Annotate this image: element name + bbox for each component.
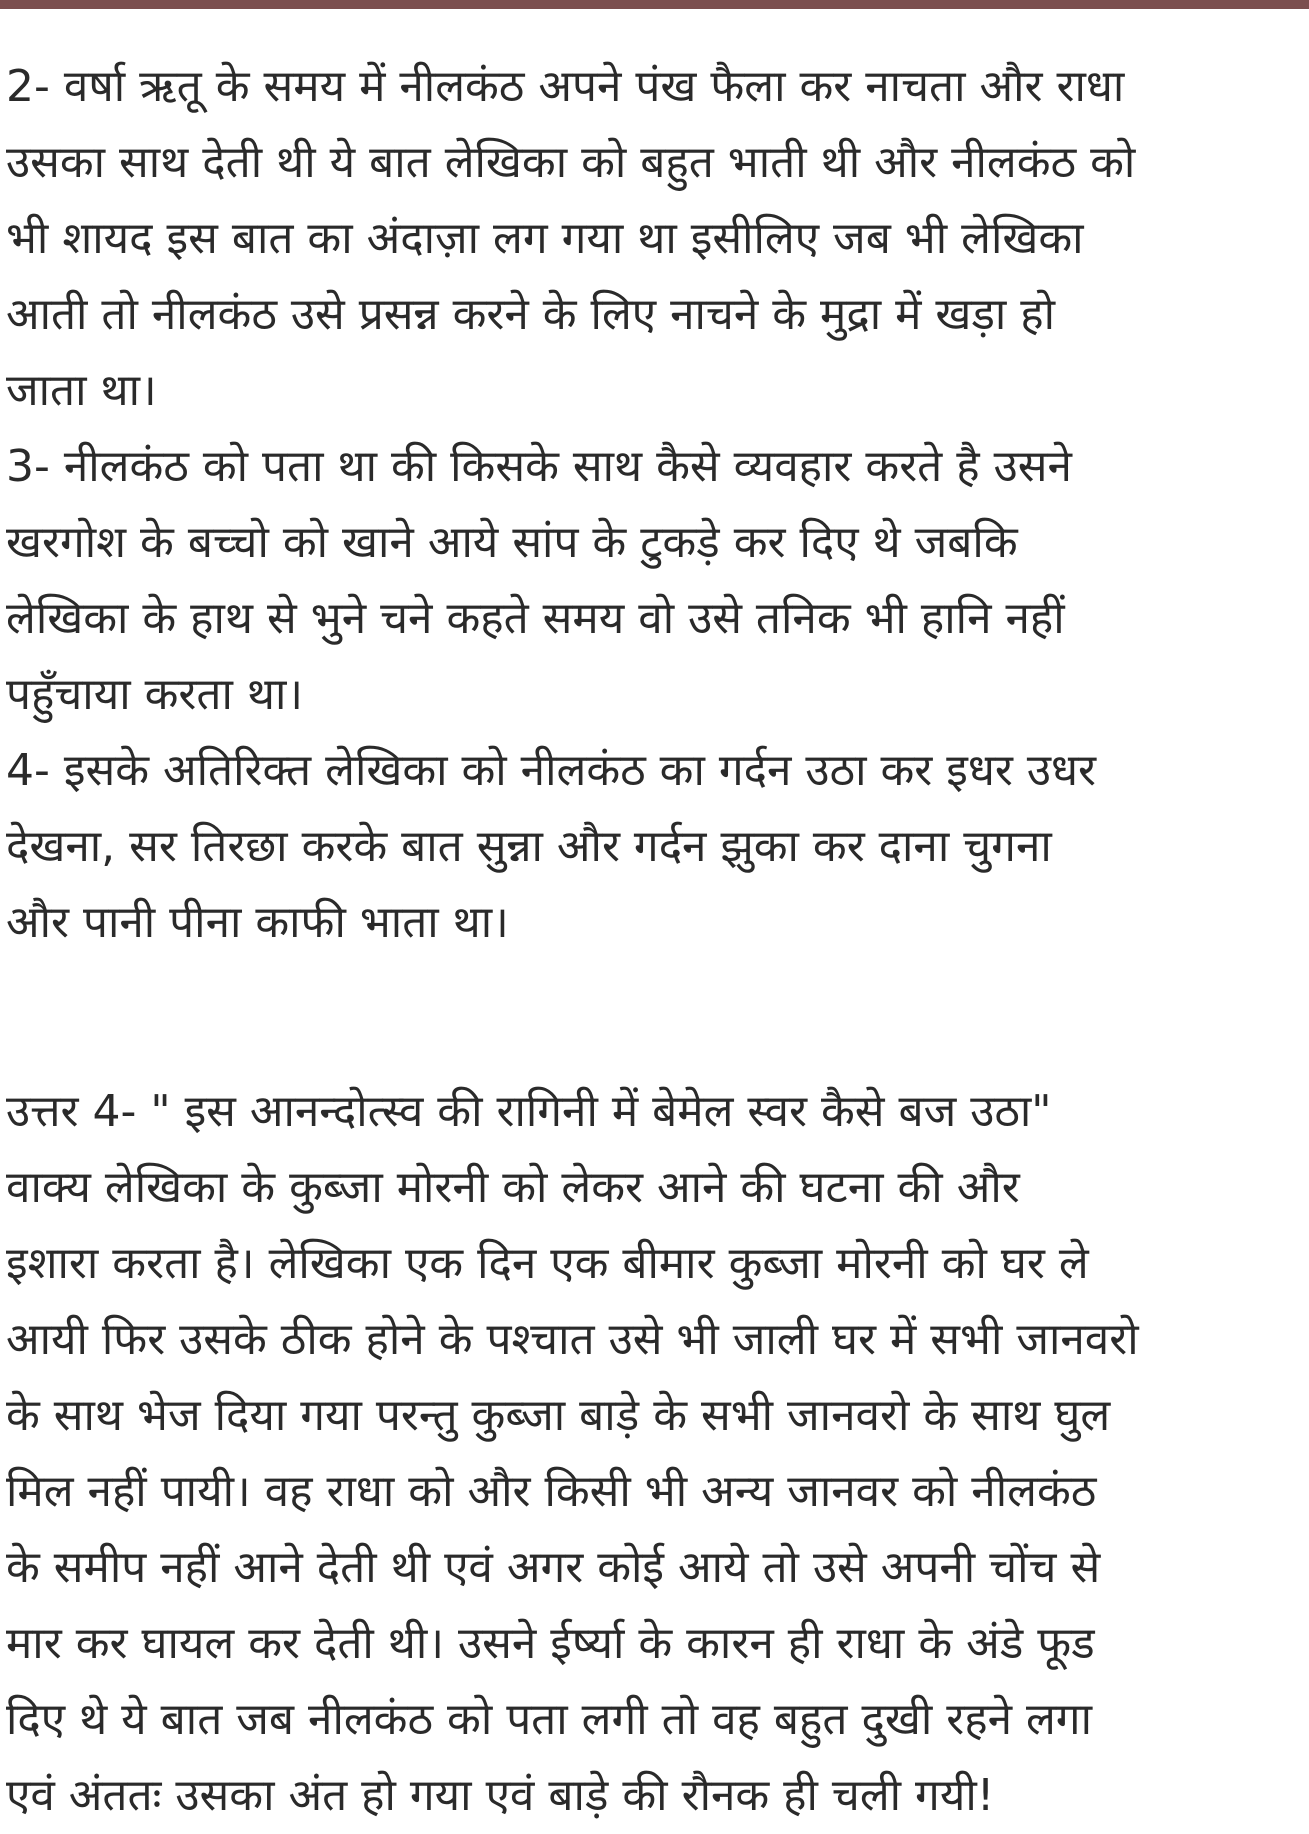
text-line: और पानी पीना काफी भाता था।: [6, 897, 509, 948]
text-line: 2- वर्षा ऋतू के समय में नीलकंठ अपने पंख फैला कर नाचता और राधा: [6, 61, 1125, 112]
text-line: 4- इसके अतिरिक्त लेखिका को नीलकंठ का गर्दन उठा कर इधर उधर: [6, 745, 1097, 796]
text-line: आती तो नीलकंठ उसे प्रसन्न करने के लिए नाचने के मुद्रा में खड़ा हो: [6, 289, 1056, 340]
text-line: जाता था।: [6, 365, 157, 416]
text-line: भी शायद इस बात का अंदाज़ा लग गया था इसीलिए जब भी लेखिका: [6, 213, 1084, 264]
answer-points-section: [6, 49, 1135, 961]
text-line: के साथ भेज दिया गया परन्तु कुब्जा बाड़े के सभी जानवरो के साथ घुल: [6, 1390, 1111, 1441]
text-line: उत्तर 4- " इस आनन्दोत्स्व की रागिनी में बेमेल स्वर कैसे बज उठा": [6, 1086, 1052, 1137]
answer-4-section: [6, 1074, 1139, 1834]
text-line: इशारा करता है। लेखिका एक दिन एक बीमार कुब्जा मोरनी को घर ले: [6, 1238, 1089, 1289]
text-line: मिल नहीं पायी। वह राधा को और किसी भी अन्य जानवर को नीलकंठ: [6, 1466, 1097, 1517]
text-line: देखना, सर तिरछा करके बात सुन्ना और गर्दन झुका कर दाना चुगना: [6, 821, 1052, 872]
text-line: एवं अंततः उसका अंत हो गया एवं बाड़े की रौनक ही चली गयी!: [6, 1770, 995, 1821]
text-line: उसका साथ देती थी ये बात लेखिका को बहुत भाती थी और नीलकंठ को: [6, 137, 1136, 188]
text-line: दिए थे ये बात जब नीलकंठ को पता लगी तो वह बहुत दुखी रहने लगा: [6, 1694, 1092, 1745]
text-line: के समीप नहीं आने देती थी एवं अगर कोई आये तो उसे अपनी चोंच से: [6, 1542, 1101, 1593]
text-line: मार कर घायल कर देती थी। उसने ईर्ष्या के कारन ही राधा के अंडे फूड: [6, 1618, 1095, 1669]
text-line: खरगोश के बच्चो को खाने आये सांप के टुकड़े कर दिए थे जबकि: [6, 517, 1018, 568]
text-line: पहुँचाया करता था।: [6, 669, 304, 720]
text-line: 3- नीलकंठ को पता था की किसके साथ कैसे व्यवहार करते है उसने: [6, 441, 1072, 492]
text-line: आयी फिर उसके ठीक होने के पश्चात उसे भी जाली घर में सभी जानवरो: [6, 1314, 1139, 1365]
text-line: लेखिका के हाथ से भुने चने कहते समय वो उसे तनिक भी हानि नहीं: [6, 593, 1065, 644]
text-line: वाक्य लेखिका के कुब्जा मोरनी को लेकर आने की घटना की और: [6, 1162, 1020, 1213]
top-bar: [0, 0, 1309, 9]
